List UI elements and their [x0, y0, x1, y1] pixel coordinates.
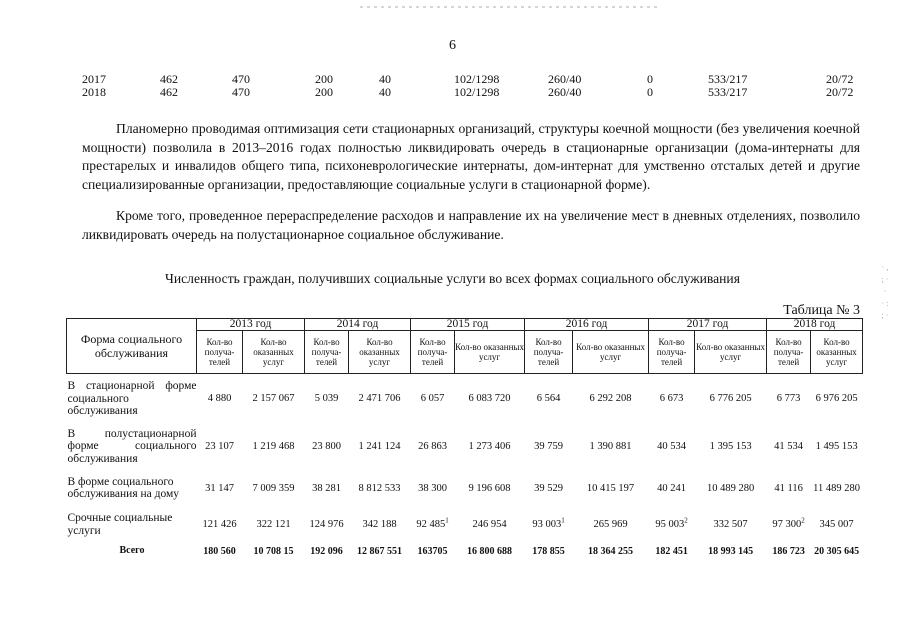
table-cell [411, 424, 455, 470]
cell-value: 93 003 [532, 519, 562, 530]
table-cell [811, 543, 863, 561]
continuation-cell: 462 [160, 85, 178, 99]
table-cell [455, 374, 525, 424]
cell-value: 6 564 [536, 393, 561, 405]
table-cell [811, 507, 863, 543]
cell-value: 322 121 [256, 519, 291, 530]
table-cell [243, 507, 305, 543]
cell-value: 18 993 145 [708, 546, 754, 557]
cell-value: 5 039 [314, 393, 339, 405]
continuation-cell: 200 [315, 72, 333, 86]
table-cell [349, 424, 411, 470]
cell-value: 180 560 [203, 546, 236, 557]
table-cell [811, 470, 863, 507]
table-cell [305, 543, 349, 561]
continuation-cell: 470 [232, 72, 250, 86]
year-header: 2017 год [649, 319, 767, 331]
cell-value: 265 969 [593, 519, 628, 530]
cell-value: 345 007 [819, 519, 854, 530]
continuation-row [82, 86, 876, 99]
table-cell [767, 543, 811, 561]
cell-value: 4 880 [207, 393, 232, 405]
table-row [67, 470, 863, 507]
cell-value: 1 395 153 [709, 441, 752, 452]
table-cell [695, 507, 767, 543]
cell-value: 40 534 [657, 441, 686, 452]
cell-value: 31 147 [205, 482, 234, 494]
year-header: 2014 год [305, 319, 411, 331]
continuation-cell: 0 [647, 85, 653, 99]
table-cell [243, 543, 305, 561]
cell-value: 97 300 [772, 519, 802, 530]
table-cell [525, 470, 573, 507]
table-cell [197, 470, 243, 507]
table-cell [525, 374, 573, 424]
table-cell [197, 543, 243, 561]
table-cell [695, 470, 767, 507]
recipients-subheader: Кол-во получа-телей [197, 331, 243, 374]
year-header: 2013 год [197, 319, 305, 331]
recipients-subheader: Кол-во получа-телей [649, 331, 695, 374]
cell-value: 1 219 468 [252, 441, 295, 452]
table-cell [767, 470, 811, 507]
cell-value: 10 415 197 [586, 482, 635, 494]
continuation-cell: 533/217 [708, 72, 748, 86]
continuation-cell: 20/72 [826, 85, 854, 99]
cell-value: 40 241 [657, 482, 686, 494]
year-header: 2015 год [411, 319, 525, 331]
table-cell [197, 374, 243, 424]
cell-value: 1 273 406 [468, 441, 511, 452]
cell-value: 1 390 881 [589, 441, 632, 452]
table-cell [649, 507, 695, 543]
cell-value: 6 673 [659, 393, 684, 405]
services-subheader: Кол-во оказанных услуг [573, 331, 649, 374]
table-cell [767, 424, 811, 470]
table-cell [243, 374, 305, 424]
cell-value: 186 723 [772, 546, 805, 557]
table-cell [455, 507, 525, 543]
continuation-cell: 260/40 [548, 85, 582, 99]
cell-value: 11 489 280 [813, 482, 861, 494]
table-cell [573, 543, 649, 561]
continuation-cell: 0 [647, 72, 653, 86]
cell-value: 7 009 359 [252, 482, 295, 494]
total-row [67, 543, 863, 561]
table-cell [649, 470, 695, 507]
services-subheader: Кол-во оказанных услуг [811, 331, 863, 374]
cell-value: 163705 [417, 546, 448, 557]
footnote-mark: 2 [801, 516, 805, 525]
table-title: Численность граждан, получивших социальные услуги во всех формах социального обслуживания [165, 271, 740, 286]
footnote-mark: 2 [684, 516, 688, 525]
cell-value: 23 800 [312, 441, 341, 452]
form-column-header: Форма социального обслуживания [67, 319, 197, 374]
table-cell [455, 424, 525, 470]
table-cell [573, 470, 649, 507]
table-cell [305, 470, 349, 507]
continuation-cell: 102/1298 [454, 72, 500, 86]
cell-value: 41 116 [774, 482, 803, 494]
table-cell [305, 424, 349, 470]
cell-value: 6 776 205 [709, 393, 752, 405]
table-cell [573, 507, 649, 543]
row-label: В форме социального обслуживания на дому [67, 475, 180, 500]
row-label: Всего [119, 545, 145, 557]
margin-scribbles: · , ; · · · : ; · [881, 263, 889, 320]
cell-value: 38 281 [312, 482, 341, 494]
continuation-cell: 200 [315, 85, 333, 99]
cell-value: 6 292 208 [589, 393, 632, 405]
continuation-cell: 40 [379, 72, 391, 86]
cell-value: 41 534 [774, 441, 804, 452]
cell-value: 18 364 255 [588, 546, 634, 557]
table-cell [411, 374, 455, 424]
continuation-table [82, 73, 876, 99]
table-cell [349, 543, 411, 561]
cell-value: 8 812 533 [358, 482, 401, 494]
recipients-subheader: Кол-во получа-телей [305, 331, 349, 374]
year-header: 2016 год [525, 319, 649, 331]
services-subheader: Кол-во оказанных услуг [695, 331, 767, 374]
recipients-subheader: Кол-во получа-телей [411, 331, 455, 374]
cell-value: 246 954 [472, 519, 507, 530]
footnote-mark: 1 [445, 516, 449, 525]
footnote-mark: 1 [561, 516, 565, 525]
continuation-cell: 462 [160, 72, 178, 86]
table-cell [411, 507, 455, 543]
cell-value: 26 863 [418, 441, 447, 452]
table-cell [649, 424, 695, 470]
recipients-subheader: Кол-во получа-телей [525, 331, 573, 374]
year-header: 2018 год [767, 319, 863, 331]
cell-value: 332 507 [713, 519, 748, 530]
cell-value: 38 300 [418, 482, 447, 494]
table-row [67, 374, 863, 424]
cell-value: 16 800 688 [467, 546, 513, 557]
table-cell [455, 470, 525, 507]
row-label: В полустационарной форме социального обслуживания [67, 427, 197, 465]
table-cell [811, 424, 863, 470]
table-cell [573, 424, 649, 470]
cell-value: 178 855 [532, 546, 565, 557]
continuation-cell: 2018 [82, 85, 106, 99]
table-cell [197, 507, 243, 543]
table-cell [695, 374, 767, 424]
table-cell [349, 507, 411, 543]
table-cell [767, 374, 811, 424]
table-cell [767, 507, 811, 543]
table-cell [349, 374, 411, 424]
table-cell [695, 543, 767, 561]
continuation-cell: 2017 [82, 72, 106, 86]
paragraph-redistribution: Кроме того, проведенное перераспределение расходов и направление их на увеличение мест в дневных отделениях, позволило ликвидировать очередь на полустационарное социальное обслуживание. [82, 208, 860, 242]
cell-value: 39 759 [534, 441, 563, 452]
cell-value: 2 471 706 [358, 393, 401, 405]
table-cell [649, 374, 695, 424]
scan-artifact-line [360, 6, 660, 8]
cell-value: 6 976 205 [815, 393, 858, 405]
table-cell [811, 374, 863, 424]
row-label: Срочные социальные услуги [67, 512, 173, 537]
table-cell [305, 374, 349, 424]
services-subheader: Кол-во оказанных услуг [243, 331, 305, 374]
continuation-cell: 260/40 [548, 72, 582, 86]
table-cell [525, 543, 573, 561]
cell-value: 124 976 [309, 519, 344, 530]
cell-value: 1 241 124 [358, 441, 401, 452]
table-cell [243, 424, 305, 470]
cell-value: 6 083 720 [468, 393, 511, 405]
cell-value: 20 305 645 [814, 546, 860, 557]
year-header-row [67, 319, 863, 331]
table-cell [197, 424, 243, 470]
cell-value: 23 107 [205, 441, 234, 452]
cell-value: 10 489 280 [706, 482, 755, 494]
continuation-cell: 20/72 [826, 72, 854, 86]
cell-value: 2 157 067 [252, 393, 295, 405]
table-cell [695, 424, 767, 470]
table-number-label: Таблица № 3 [783, 303, 860, 318]
row-label: В стационарной форме социального обслуживания [67, 380, 197, 417]
continuation-cell: 102/1298 [454, 85, 500, 99]
cell-value: 342 188 [362, 519, 397, 530]
cell-value: 95 003 [655, 519, 685, 530]
table-cell [411, 543, 455, 561]
paragraph-optimization: Планомерно проводимая оптимизация сети стационарных организаций, структуры коечной мощности (без увеличения коечной мощности) позволила в 2013–2016 годах полностью ликвидировать очередь в стационарные организации (дома-интернаты для престарелых и инвалидов общего типа, психоневрологические интернаты, дом-интернат для умственно отсталых детей и другие специализированные организации, предоставляющие социальные услуги в стационарной форме). [82, 121, 860, 192]
cell-value: 6 773 [776, 393, 801, 405]
cell-value: 1 495 153 [815, 441, 858, 452]
table-cell [649, 543, 695, 561]
table-cell [411, 470, 455, 507]
table-row [67, 507, 863, 543]
table-cell [525, 424, 573, 470]
services-subheader: Кол-во оказанных услуг [349, 331, 411, 374]
table-cell [525, 507, 573, 543]
cell-value: 39 529 [534, 482, 563, 494]
services-subheader: Кол-во оказанных услуг [455, 331, 525, 374]
continuation-cell: 40 [379, 85, 391, 99]
recipients-subheader: Кол-во получа-телей [767, 331, 811, 374]
cell-value: 182 451 [655, 546, 688, 557]
page-number: 6 [449, 38, 456, 53]
table-row [67, 424, 863, 470]
cell-value: 192 096 [310, 546, 343, 557]
table-cell [305, 507, 349, 543]
cell-value: 121 426 [202, 519, 237, 530]
cell-value: 92 485 [416, 519, 446, 530]
table-cell [573, 374, 649, 424]
cell-value: 9 196 608 [468, 482, 511, 494]
table-cell [243, 470, 305, 507]
table-cell [349, 470, 411, 507]
continuation-cell: 533/217 [708, 85, 748, 99]
cell-value: 6 057 [420, 393, 445, 405]
table-cell [455, 543, 525, 561]
continuation-cell: 470 [232, 85, 250, 99]
cell-value: 10 708 15 [253, 546, 294, 557]
cell-value: 12 867 551 [357, 546, 403, 557]
social-services-table [66, 318, 863, 561]
